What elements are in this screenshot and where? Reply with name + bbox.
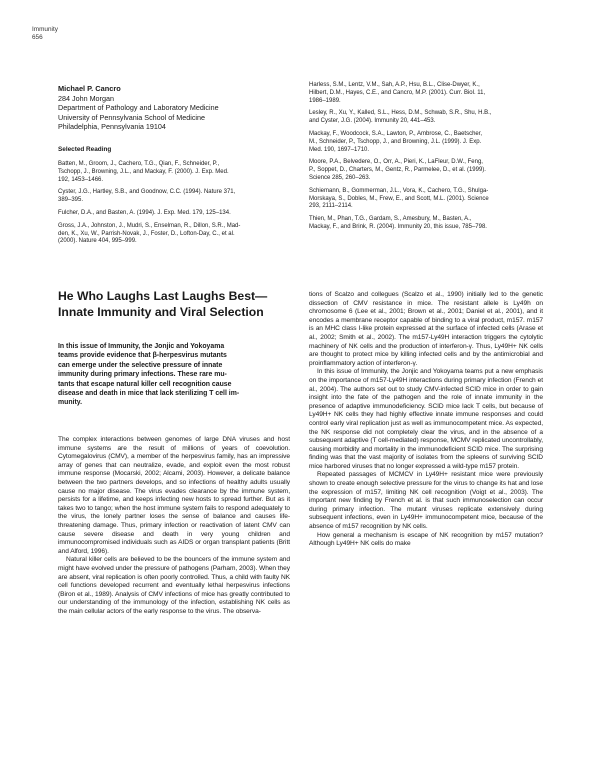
reference-line: Thien, M., Phan, T.G., Gardam, S., Amesbury, M., Basten, A., xyxy=(309,216,472,223)
reference-entry xyxy=(309,216,543,232)
reference-line: M., Schneider, P., Tschopp, J., and Browning, J.L. (1999). J. Exp. xyxy=(309,138,482,145)
reference-line: 1986–1989. xyxy=(309,97,341,104)
reference-line: Science 285, 260–263. xyxy=(309,174,371,181)
reference-entry xyxy=(58,210,290,218)
abstract-line: In this issue of Immunity, the Jonjic and Yokoyama xyxy=(58,343,225,350)
reference-line: Gross, J.A., Johnston, J., Mudri, S., Enselman, R., Dillon, S.R., Mad- xyxy=(58,222,241,229)
selected-reading-heading: Selected Reading xyxy=(58,145,112,153)
reference-entry xyxy=(58,189,290,205)
page-number: 656 xyxy=(32,34,43,41)
abstract-line: teams provide evidence that β-herpesvirus mutants xyxy=(58,352,227,360)
reference-entry xyxy=(58,223,290,246)
reference-list-right-column xyxy=(309,82,543,237)
body-column-left xyxy=(58,436,290,616)
reference-line: Harless, S.M., Lentz, V.M., Sah, A.P., Hsu, B.L., Clise-Dwyer, K., xyxy=(309,82,480,88)
reference-list-left xyxy=(58,161,290,246)
reference-line: Morskaya, S., Dobles, M., Frew, E., and Scott, M.L. (2001). Science xyxy=(309,195,489,202)
reference-line: Moore, P.A., Belvedere, O., Orr, A., Pieri, K., LaFleur, D.W., Feng, xyxy=(309,159,483,166)
address-line: Philadelphia, Pennsylvania 19104 xyxy=(58,122,166,132)
reference-line: Cyster, J.G., Hartley, S.B., and Goodnow, C.C. (1994). Nature 371, xyxy=(58,189,236,196)
running-head xyxy=(32,26,58,42)
abstract-line: can emerge under the selective pressure of innate xyxy=(58,361,223,369)
reference-line: Batten, M., Groom, J., Cachero, T.G., Qian, F., Schneider, P., xyxy=(58,160,220,167)
author-name: Michael P. Cancro xyxy=(58,84,121,93)
reference-list-right xyxy=(309,82,543,232)
reference-line: 192, 1453–1466. xyxy=(58,176,104,183)
article-title xyxy=(58,288,298,320)
reference-line: Med. 190, 1697–1710. xyxy=(309,146,370,153)
reference-line: Fulcher, D.A., and Basten, A. (1994). J. Exp. Med. 179, 125–134. xyxy=(58,209,231,216)
body-paragraph: tions of Scalzo and collegues (Scalzo et al., 1990) initially led to the genetic dissection of CMV resistance in mice. The resistant allele is Ly49h on chromosome 6 (Lee et al., 2001; Brown et al., 2001; Daniel et al., 2001), and it encodes a membrane receptor capable of binding to a viral product, m157. m157 is an MHC class I-like protein expressed at the surface of infected cells (Arase et al., 2002; Smith et al., 2002). The m157-Ly49H interaction triggers the cytolytic machinery of NK cells and the production of interferon-γ. Thus, Ly49H+ NK cells are thought to protect mice by killing infected cells and by the antimicrobial and proinflammatory action of interferon-γ. xyxy=(309,291,543,367)
abstract-line: tants that escape natural killer cell recognition cause xyxy=(58,380,232,388)
reference-line: 389–395. xyxy=(58,197,84,204)
reference-line: Mackay, F., and Brink, R. (2004). Immunity 20, this issue, 785–798. xyxy=(309,223,487,230)
reference-line: Mackay, F., Woodcock, S.A., Lawton, P., Ambrose, C., Baetscher, xyxy=(309,130,483,137)
reference-entry xyxy=(309,82,543,105)
reference-line: Tschopp, J., Browning, J.L., and Mackay, F. (2000). J. Exp. Med. xyxy=(58,168,229,175)
reference-entry xyxy=(58,161,290,184)
body-paragraph: Natural killer cells are believed to be the bouncers of the immune system and might have evolved under the pressure of pathogens (Parham, 2003). When they are absent, viral replication is often poorly controlled. Thus, a child with faulty NK cell functions developed recurrent and eventually lethal herpesvirus infections (Biron et al., 1989). Analysis of CMV infections of mice has greatly contributed to our understanding of the immunology of the infection, establishing NK cells as the main cellular actors of the early response to the virus. The observa- xyxy=(58,556,290,615)
body-paragraph: In this issue of Immunity, the Jonjic and Yokoyama teams put a new emphasis on the importance of m157-Ly49H interactions during primary infection (French et al., 2004). The authors set out to study CMV-infected SCID mice in order to gain insight into the fate of the pathogen and the role of innate immunity in the presence of adaptive immunodeficiency. SCID mice lack T cells, but because of Ly49H+ NK cells they had highly effective innate immune responses and could control early viral replication just as well as immunocompetent mice. As expected, the NK response did not completely clear the virus, and in the absence of a subsequent adaptive (T cell-mediated) response, MCMV replicated uncontrollably, causing morbidity and mortality in the immunodeficient SCID mice. The surprising finding was that the vast majority of isolates from the spleens of surviving SCID mice harbored viruses that no longer expressed a wild-type m157 protein. xyxy=(309,368,543,470)
reference-line: Schiemann, B., Gommerman, J.L., Vora, K., Cachero, T.G., Shulga- xyxy=(309,187,489,194)
body-paragraph: The complex interactions between genomes of large DNA viruses and host immune systems are the result of millions of years of coevolution. Cytomegalovirus (CMV), a member of the herpesvirus family, has an impressive array of genes that can neutralize, evade, and exploit even the most robust immune response (Mocarski, 2002; Alcami, 2003). However, a delicate balance between the two partners develops, and so infections of healthy adults usually cause no major disease. The virus evades clearance by the immune system, persists for a lifetime, and keeps infecting new hosts to spread further. But as it takes two to tango; when the host immune system fails to respond adequately to the virus, the lonely partner loses the sense of balance and causes life-threatening damage. Thus, primary infection or reactivation of latent CMV can cause severe disease and death in very young children and immunocompromised individuals such as AIDS or organ transplant patients (Britt and Alford, 1996). xyxy=(58,436,290,555)
reference-entry xyxy=(309,110,543,126)
abstract-line: immunity during primary infections. These rare mu- xyxy=(58,371,227,379)
reference-entry xyxy=(309,131,543,154)
reference-line: 293, 2111–2114. xyxy=(309,203,353,210)
address-line: 284 John Morgan xyxy=(58,93,114,103)
reference-line: den, K., Xu, W., Parrish-Novak, J., Foster, D., Lofton-Day, C., et al. xyxy=(58,230,235,237)
address-line: University of Pennsylvania School of Medicine xyxy=(58,112,206,122)
reference-line: Lesley, R., Xu, Y., Kalled, S.L., Hess, D.M., Schwab, S.R., Shu, H.B., xyxy=(309,110,492,117)
title-line: Innate Immunity and Viral Selection xyxy=(58,305,264,319)
body-paragraph: How general a mechanism is escape of NK recognition by m157 mutation? Although Ly49H+ NK cells do make xyxy=(309,531,543,548)
reference-line: P., Soppet, D., Charters, M., Gentz, R., Parmelee, D., et al. (1999). xyxy=(309,167,486,174)
reference-line: Hilbert, D.M., Hayes, C.E., and Cancro, M.P. (2001). Curr. Biol. 11, xyxy=(309,89,486,96)
reference-entry xyxy=(309,188,543,211)
body-paragraph: Repeated passages of MCMCV in Ly49H+ resistant mice were previously shown to create enough selective pressure for the virus to change its hat and lose the expression of m157, limiting NK cell recognition (Voigt et al., 2003). The important new finding by French et al. is that such immunoselection can occur during primary infection. The mutant viruses replicate extensively during subsequent infections, even in Ly49H+ immunocompetent mice, because of the absence of m157 recognition by NK cells. xyxy=(309,471,543,531)
article-abstract xyxy=(58,342,290,408)
reference-entry xyxy=(309,159,543,182)
abstract-line: disease and death in mice that lack sterilizing T cell im- xyxy=(58,390,240,398)
abstract-line: munity. xyxy=(58,399,82,407)
signature-block xyxy=(58,84,290,251)
reference-line: and Cyster, J.G. (2004). Immunity 20, 441–453. xyxy=(309,118,436,125)
journal-name: Immunity xyxy=(32,26,58,33)
reference-line: (2000). Nature 404, 995–999. xyxy=(58,238,137,245)
title-line: He Who Laughs Last Laughs Best— xyxy=(58,289,268,303)
body-column-right xyxy=(309,291,543,549)
address-line: Department of Pathology and Laboratory Medicine xyxy=(58,103,219,113)
